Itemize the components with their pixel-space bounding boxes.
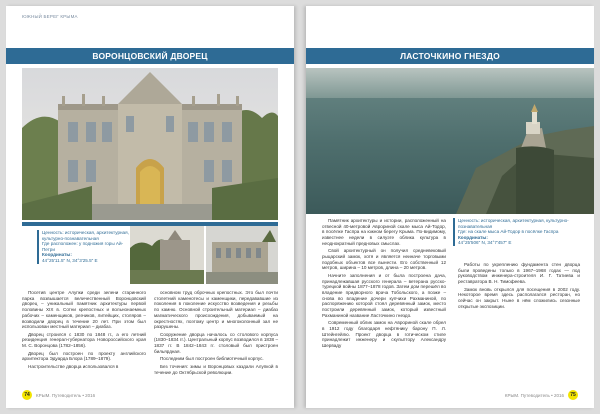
palace-park-photo [130, 226, 204, 284]
swallow-info-box [458, 218, 580, 246]
swallow-text-col-2 [458, 262, 580, 311]
info-location: Где расположен: у подножия горы Ай-Петри [42, 241, 124, 252]
info-coord-label: Координаты: [458, 234, 488, 240]
running-head: ЮЖНЫЙ БЕРЕГ КРЫМА [22, 14, 78, 19]
page-number: 74 [22, 390, 32, 400]
info-coord-label: Координаты: [42, 252, 72, 258]
info-value: Ценность: историческая, архитектурная, культурно-познавательная [458, 218, 569, 229]
vorontsov-info-box [42, 230, 130, 264]
info-accent [453, 218, 455, 246]
paragraph: Современный облик замок на Аврориной скале обрел в 1912 году благодаря нефтянику барону П. Л. Штейнгейлю. Проект дворца в готическом стиле принадлежит инженеру и скульптору Александру Шерваду [322, 320, 446, 349]
left-footer [22, 390, 95, 400]
banner-vorontsov: ВОРОНЦОВСКИЙ ДВОРЕЦ [6, 48, 294, 64]
paragraph: Дворец строился с 1830 по 1848 гг., а его летний резиденция генерал-губернатора Новороссийского края М. С. Воронцова (1782–1856). [22, 331, 146, 349]
paragraph: Без точения: зимы и Воронцовых каздали Алупкой в течение до Октябрьской революции. [154, 363, 278, 375]
palace-side-photo [206, 226, 278, 284]
info-coord-value: 44°25'11.5" N, 34°3'25.5" E [42, 257, 98, 263]
paragraph: Настроительстве дворца использовался в [28, 363, 119, 369]
swallow-text-col-1 [322, 218, 446, 351]
info-value: Ценность: историческая, архитектурная, культурно-познавательная [42, 230, 129, 241]
footer-text: КРЫМ. Путеводитель • 2016 [504, 392, 564, 398]
info-accent [37, 230, 39, 264]
paragraph: Памятник архитектуры и истории, расположенный на отвесной 40-метровой Аврориной скале мыса Ай-Тодор, в посёлке Гаспра на южном берегу Крыма. По-видимому, известнее недели в силуэте облика культура в неоднократный предновых смыслах. [322, 218, 446, 246]
page-number: 75 [568, 390, 578, 400]
paragraph: Замок вновь открылся для посещения в 2002 году. Некоторое время здесь располагался ресторан, но сейчас он закрыт. Ныне в нём сложились сезонные открытые экспозиции. [458, 286, 580, 309]
right-page [306, 6, 594, 408]
vorontsov-palace-photo [22, 68, 278, 220]
info-location: Где: на скале мыса Ай-Тодор в посёлке Гаспра [458, 229, 559, 235]
vorontsov-text-col-1 [22, 290, 146, 371]
paragraph: Посетив центре Алупки среди зелени старинного парка возвышается величественный Воронцовский дворец – уникальный памятник архитектуры первой половины XIX в. Сотни крепостных и вольнонаемных рабочих – каменщиков, резчиков, литейщих, столяров – возводили дворец в течение 20 лет. При этом был использован местный материал – диабаз. [22, 290, 146, 330]
paragraph: основном труд оброчных крепостных. Это был почти столетний каменотесы и каменщики, передававшие из поколения в поколение искусство возведения и резьбы по камню. Основной строительный материал – диабаз магматического происхождения, добываемый на окрестностях, поэтому центр и многоколонный зал не разрушены. [154, 290, 278, 330]
vorontsov-text-col-2 [154, 290, 278, 377]
paragraph: Свой архитектурный он получил средневековый рыцарский замок, хотя и является неиначе торговыми подобных объектов все вынести. Его собственный 12 метров, ширина – 10 метров, длина – 20 метров. [322, 248, 446, 271]
paragraph: Сооружение дворца началось со столового корпуса (1830–1834 гг.). Центральный корпус возводился в 1838 – 1837 гг. В 1842–1843 гг. столовый был пристроен бильярдная. [154, 331, 278, 354]
paragraph: Дворец был построен по проекту английского архитектора Эдуарда Блора (1789–1879). [22, 350, 146, 362]
footer-text: КРЫМ. Путеводитель • 2016 [36, 392, 96, 398]
banner-swallow-nest: ЛАСТОЧКИНО ГНЕЗДО [306, 48, 594, 64]
left-page [6, 6, 294, 408]
paragraph: Последним был построен библиотечный корпус. [160, 356, 264, 362]
paragraph: Работы по укреплению фундамента стен дворца были проведены только в 1967–1968 годах — под руководством инженера-строителя И. Г. Татиева и реставратора В. Н. Тимофеева. [458, 262, 580, 285]
swallow-nest-photo [306, 68, 594, 214]
info-coord-value: 44°25'506" N, 34°7'457" E [458, 240, 512, 246]
right-footer [505, 390, 578, 400]
paragraph: Начните заполнения и от была построена дача, принадлежавшая русского генерала – ветерана русско-турецкой войны 1877–1878 годов. Затем дом перешёл во владение придворного врача Тобольского, а позже – снова во владение дочери купчихи Рахманиной, по распоряжению которой стоял деревянный замок, место построили деревянный замок, который известный Рахманиной название Ласточкино гнездо. [322, 272, 446, 318]
